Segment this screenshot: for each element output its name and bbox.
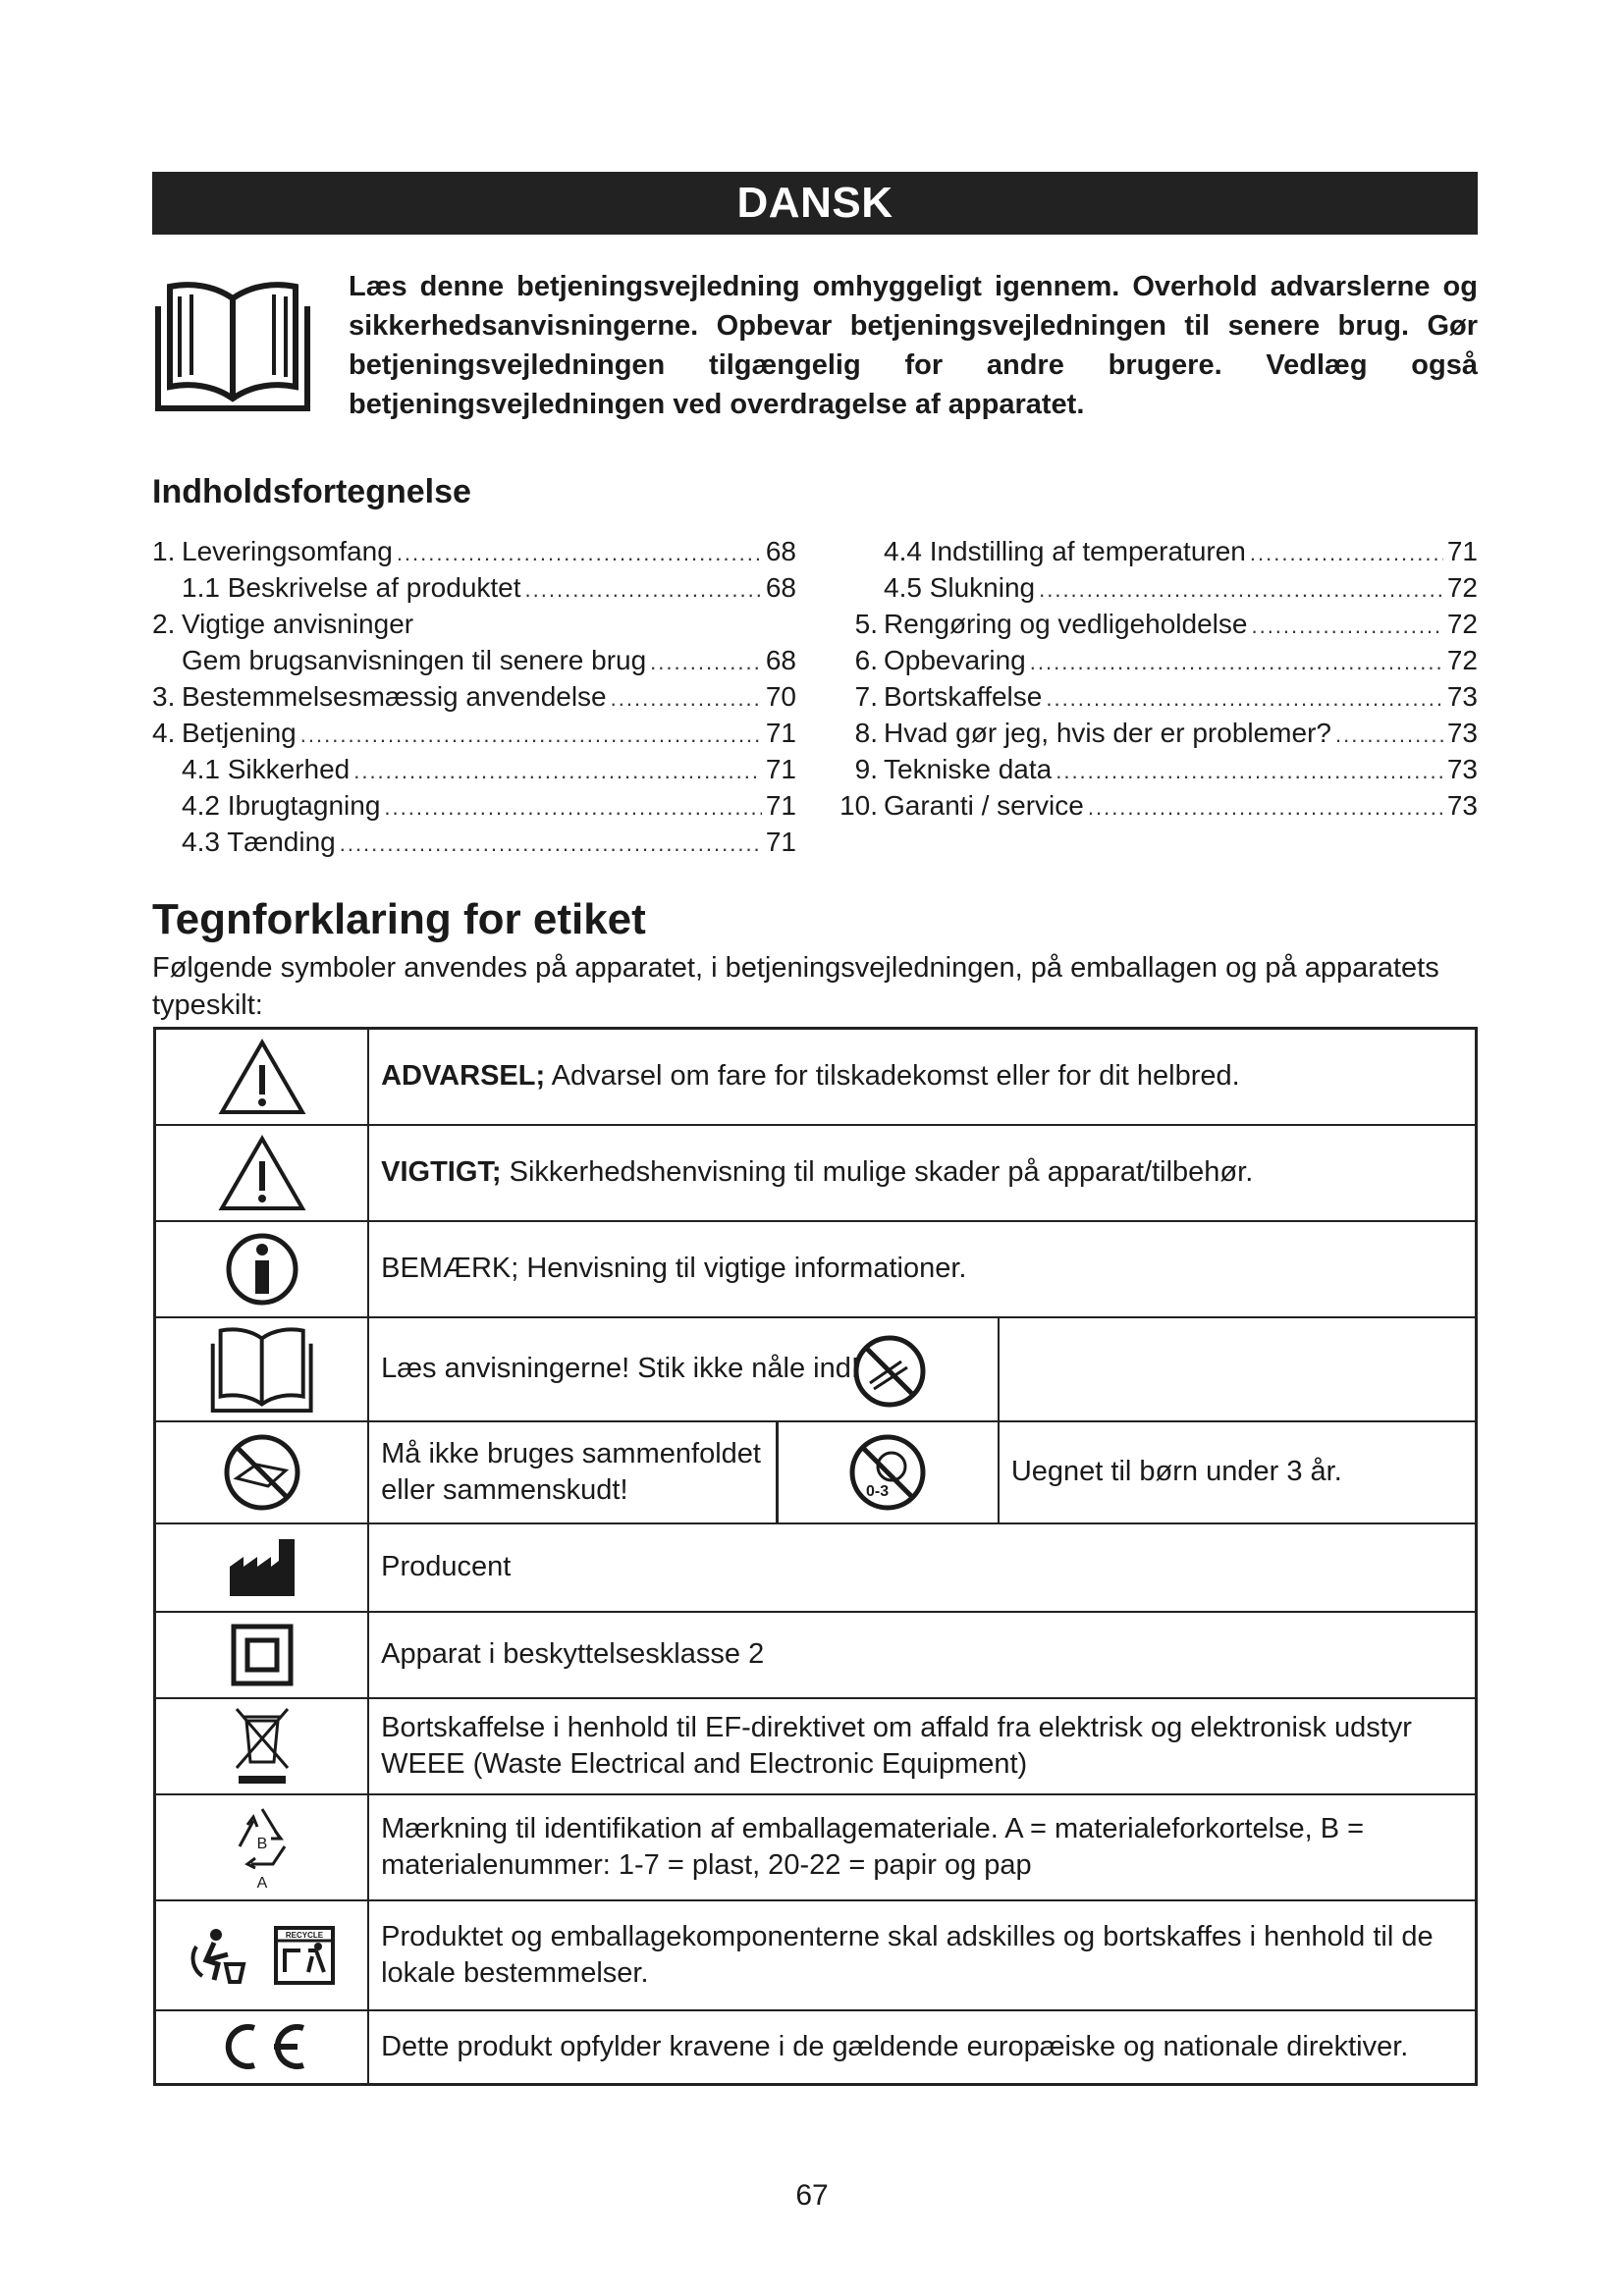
toc-right-column	[835, 533, 1478, 824]
symbol-cell	[155, 1523, 369, 1612]
manufacturer-icon	[228, 1537, 297, 1598]
caution-icon	[218, 1134, 306, 1212]
page-number: 67	[795, 2179, 829, 2212]
table-row	[155, 1900, 1477, 2010]
table-row	[155, 2010, 1477, 2085]
symbol-description: Uegnet til børn under 3 år.	[999, 1421, 1477, 1523]
toc-item[interactable]: 9. Tekniske data ..... 73	[835, 751, 1478, 787]
symbol-cell	[155, 1698, 369, 1794]
intro-block	[152, 267, 1478, 424]
empty-cell	[999, 1317, 1477, 1421]
toc-item[interactable]: 6. Opbevaring ..... 72	[835, 642, 1478, 678]
toc-item[interactable]: 8. Hvad gør jeg, hvis der er problemer? ..... 73	[835, 715, 1478, 751]
legend-intro: Følgende symboler anvendes på apparatet, i betjeningsvejledningen, på emballagen og på apparatets typeskilt:	[152, 952, 1439, 1021]
toc-item[interactable]: 10. Garanti / service ..... 73	[835, 787, 1478, 824]
ce-mark-icon	[213, 2022, 311, 2071]
symbol-cell	[155, 1421, 369, 1523]
symbol-description: Bortskaffelse i henhold til EF-direktivet om affald fra elektrisk og elektronisk udstyr WEEE (Waste Electrical and Electronic Equipment)	[368, 1698, 1476, 1794]
symbol-description: Producent	[368, 1523, 1476, 1612]
weee-bin-icon	[233, 1705, 292, 1788]
svg-text:RECYCLE: RECYCLE	[285, 1930, 323, 1940]
symbol-cell	[155, 1125, 369, 1221]
symbol-table	[153, 1027, 1478, 2086]
symbol-cell	[155, 1221, 369, 1317]
symbol-cell	[155, 2010, 369, 2085]
toc-item[interactable]: 4.2 Ibrugtagning ..... 71	[152, 787, 796, 824]
read-instructions-icon	[208, 1324, 316, 1415]
symbol-description: Apparat i beskyttelsesklasse 2	[368, 1612, 1476, 1698]
toc-item[interactable]: 1.1 Beskrivelse af produktet ..... 68	[152, 569, 796, 606]
toc-item[interactable]: 4. Betjening ..... 71	[152, 715, 796, 751]
svg-text:B: B	[256, 1835, 267, 1852]
symbol-description: BEMÆRK; Henvisning til vigtige informationer.	[368, 1221, 1476, 1317]
book-icon	[152, 277, 314, 414]
recycle-bin-icon	[273, 1925, 336, 1986]
no-needles-icon	[850, 1332, 929, 1411]
warning-icon	[218, 1038, 306, 1116]
table-row	[155, 1221, 1477, 1317]
symbol-description: Produktet og emballagekomponenterne skal adskilles og bortskaffes i henhold til de lokale bestemmelser.	[368, 1900, 1476, 2010]
symbol-description: Mærkning til identifikation af emballagemateriale. A = materialeforkortelse, B = materialenummer: 1-7 = plast, 20-22 = papir og pap	[368, 1794, 1476, 1900]
symbol-description: ADVARSEL; Advarsel om fare for tilskadekomst eller for dit helbred.	[368, 1029, 1476, 1125]
toc-item[interactable]: 7. Bortskaffelse ..... 73	[835, 678, 1478, 715]
toc-item[interactable]: 5. Rengøring og vedligeholdelse ..... 72	[835, 606, 1478, 642]
legend-title: Tegnforklaring for etiket	[152, 895, 646, 943]
language-banner: DANSK	[152, 172, 1478, 235]
toc-item[interactable]: 4.5 Slukning ..... 72	[835, 569, 1478, 606]
toc-item[interactable]: Gem brugsanvisningen til senere brug ..... 68	[152, 642, 796, 678]
toc-item[interactable]: 1. Leveringsomfang ..... 68	[152, 533, 796, 569]
table-row	[155, 1523, 1477, 1612]
toc-title: Indholdsfortegnelse	[152, 473, 471, 510]
table-row	[155, 1125, 1477, 1221]
table-row	[155, 1794, 1477, 1900]
table-row	[155, 1421, 1477, 1523]
toc-item[interactable]: 4.1 Sikkerhed ..... 71	[152, 751, 796, 787]
toc-item[interactable]: 3. Bestemmelsesmæssig anvendelse ..... 70	[152, 678, 796, 715]
symbol-description: Læs anvisningerne! Stik ikke nåle ind!	[368, 1317, 999, 1421]
protection-class-2-icon	[231, 1624, 294, 1686]
symbol-description: Dette produkt opfylder kravene i de gældende europæiske og nationale direktiver.	[368, 2010, 1476, 2085]
symbol-cell	[155, 1029, 369, 1125]
table-row	[155, 1029, 1477, 1125]
symbol-cell	[155, 1317, 369, 1421]
table-row	[155, 1317, 1477, 1421]
svg-text:0-3: 0-3	[866, 1482, 890, 1500]
symbol-cell	[777, 1421, 998, 1523]
intro-text: Læs denne betjeningsvejledning omhyggeligt igennem. Overhold advarslerne og sikkerhedsanvisningerne. Opbevar betjeningsvejledningen til senere brug. Gør betjeningsvejledningen tilgængelig for andre brugere. Vedlæg også betjeningsvejledningen ved overdragelse af apparatet.	[349, 271, 1478, 420]
symbol-cell	[155, 1794, 369, 1900]
toc-item[interactable]: 4.3 Tænding ..... 71	[152, 824, 796, 860]
symbol-cell	[155, 1612, 369, 1698]
svg-text:A: A	[256, 1874, 267, 1892]
no-folding-icon	[221, 1431, 303, 1514]
info-icon	[223, 1230, 301, 1308]
table-row	[155, 1612, 1477, 1698]
symbol-description: Må ikke bruges sammenfoldet eller sammenskudt!	[368, 1421, 777, 1523]
not-for-children-icon	[846, 1431, 929, 1514]
symbol-description: VIGTIGT; Sikkerhedshenvisning til mulige skader på apparat/tilbehør.	[368, 1125, 1476, 1221]
toc-left-column	[152, 533, 796, 860]
symbol-cell	[155, 1900, 369, 2010]
toc-item[interactable]: 2. Vigtige anvisninger	[152, 609, 414, 639]
table-row	[155, 1698, 1477, 1794]
packaging-material-icon	[228, 1803, 297, 1892]
toc-item[interactable]: 4.4 Indstilling af temperaturen ..... 71	[835, 533, 1478, 569]
recycling-person-icon	[189, 1925, 249, 1986]
